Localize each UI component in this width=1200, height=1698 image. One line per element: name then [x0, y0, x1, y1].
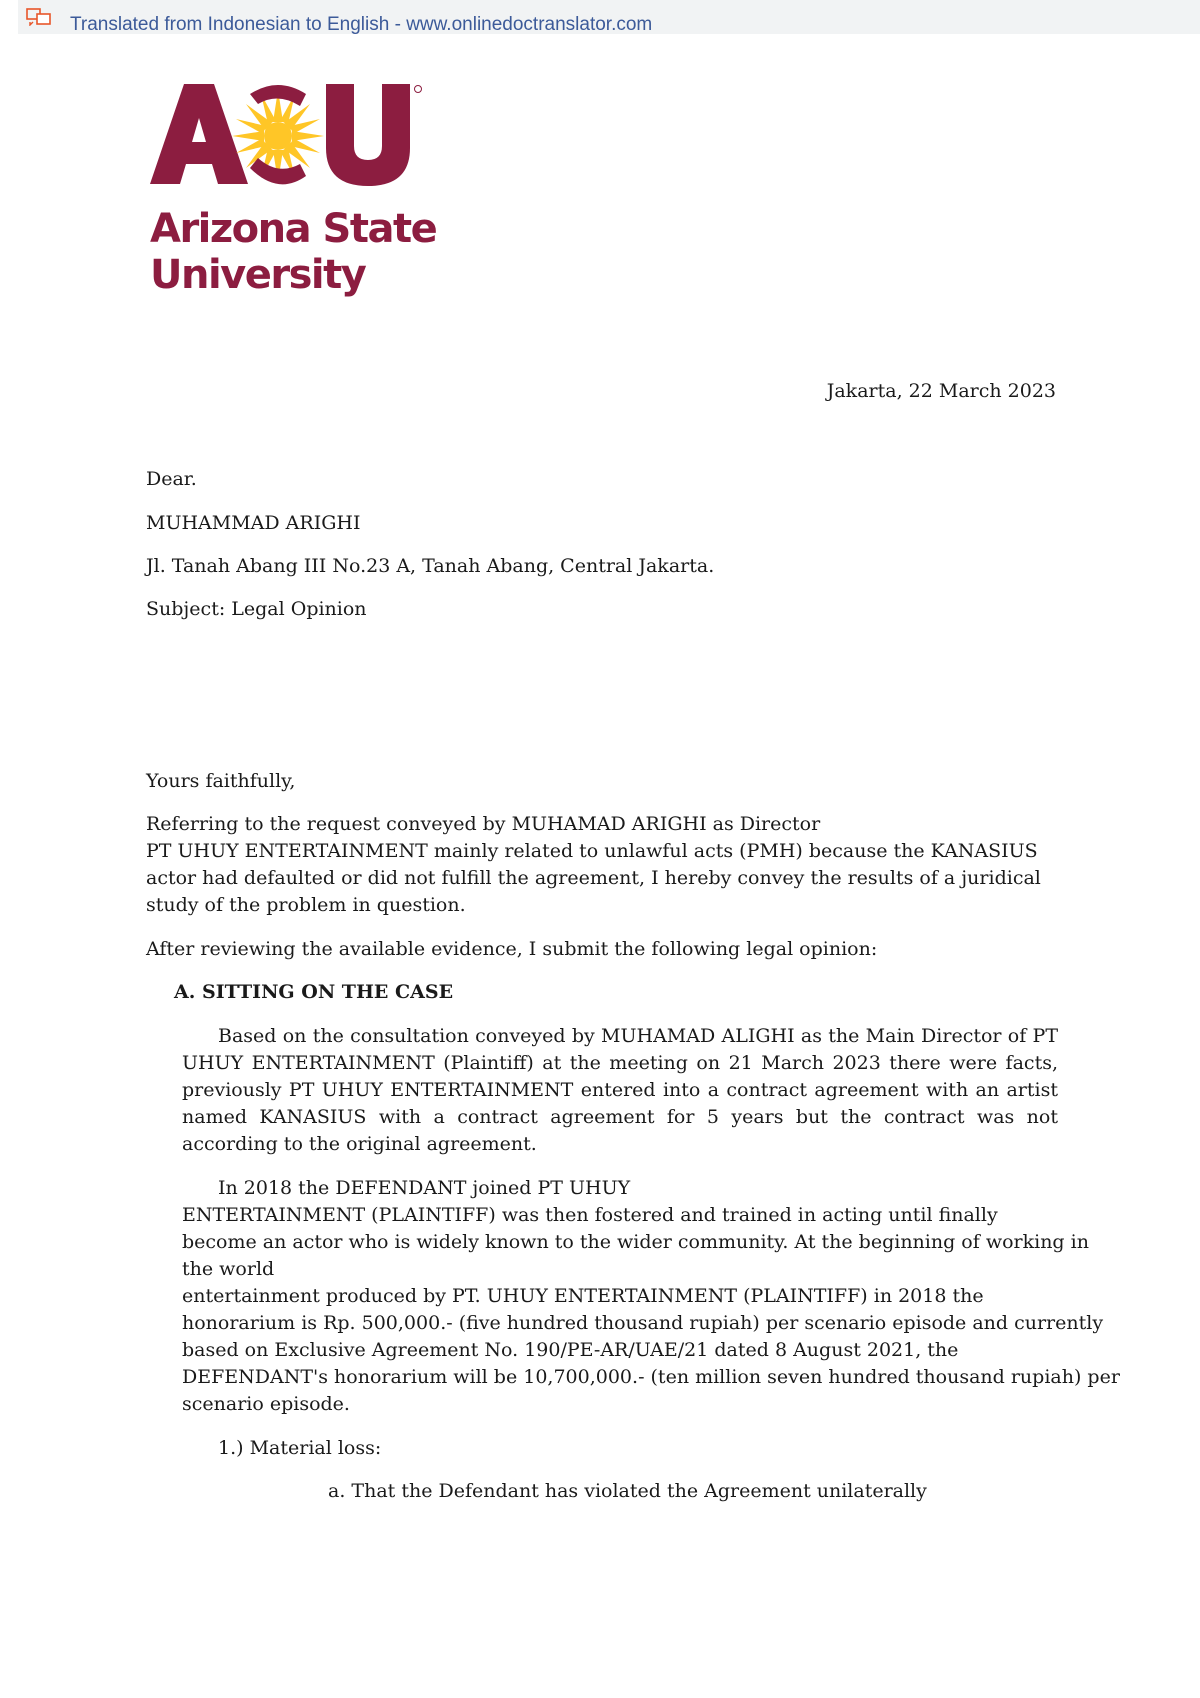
translator-banner-link[interactable]: Translated from Indonesian to English - www.onlinedoctranslator.com	[70, 14, 653, 34]
translate-icon	[26, 8, 52, 26]
university-wordmark	[150, 206, 436, 298]
list-item-1: 1.) Material loss:	[218, 1437, 382, 1459]
translator-banner	[18, 0, 1200, 34]
list-item-1a: a. That the Defendant has violated the Agreement unilaterally	[328, 1480, 927, 1502]
section-a-p2-line-3: become an actor who is widely known to the wider community. At the beginning of working in	[182, 1231, 1089, 1253]
section-a-p2-line-8: DEFENDANT's honorarium will be 10,700,000.- (ten million seven hundred thousand rupiah) per	[182, 1366, 1120, 1388]
section-a-p2-line-1: In 2018 the DEFENDANT joined PT UHUY	[218, 1177, 631, 1199]
section-a-p2-line-5: entertainment produced by PT. UHUY ENTERTAINMENT (PLAINTIFF) in 2018 the	[182, 1285, 984, 1307]
wordmark-line-2: University	[150, 252, 366, 298]
section-a-p2-line-4: the world	[182, 1258, 275, 1280]
greeting: Dear.	[146, 468, 197, 490]
section-a-heading: A. SITTING ON THE CASE	[174, 981, 454, 1003]
section-a-p2-line-2: ENTERTAINMENT (PLAINTIFF) was then fostered and trained in acting until finally	[182, 1204, 998, 1226]
intro-paragraph: PT UHUY ENTERTAINMENT mainly related to unlawful acts (PMH) because the KANASIUS actor had defaulted or did not fulfill the agreement, I hereby convey the results of a juridical study of the problem in question.	[146, 840, 1041, 916]
recipient-address: Jl. Tanah Abang III No.23 A, Tanah Abang, Central Jakarta.	[146, 555, 715, 577]
intro-line-1: Referring to the request conveyed by MUHAMAD ARIGHI as Director	[146, 813, 821, 835]
intro-evidence-line: After reviewing the available evidence, I submit the following legal opinion:	[146, 938, 878, 960]
letter-date: Jakarta, 22 March 2023	[826, 380, 1056, 402]
subject-line: Subject: Legal Opinion	[146, 598, 367, 620]
section-a-p2-line-7: based on Exclusive Agreement No. 190/PE-AR/UAE/21 dated 8 August 2021, the	[182, 1339, 959, 1361]
salutation: Yours faithfully,	[146, 770, 296, 792]
recipient-name: MUHAMMAD ARIGHI	[146, 512, 361, 534]
section-a-p2-line-9: scenario episode.	[182, 1393, 350, 1415]
section-a-p2-line-6: honorarium is Rp. 500,000.- (five hundred thousand rupiah) per scenario episode and currently	[182, 1312, 1104, 1334]
wordmark-line-1: Arizona State	[150, 206, 437, 252]
section-a-paragraph-1: Based on the consultation conveyed by MUHAMAD ALIGHI as the Main Director of PT UHUY ENTERTAINMENT (Plaintiff) at the meeting on 21 March 2023 there were facts, previously PT UHUY ENTERTAINMENT entered into a contract agreement with an artist named KANASIUS with a contract agreement for 5 years but the contract was not according to the original agreement.	[182, 1025, 1058, 1155]
